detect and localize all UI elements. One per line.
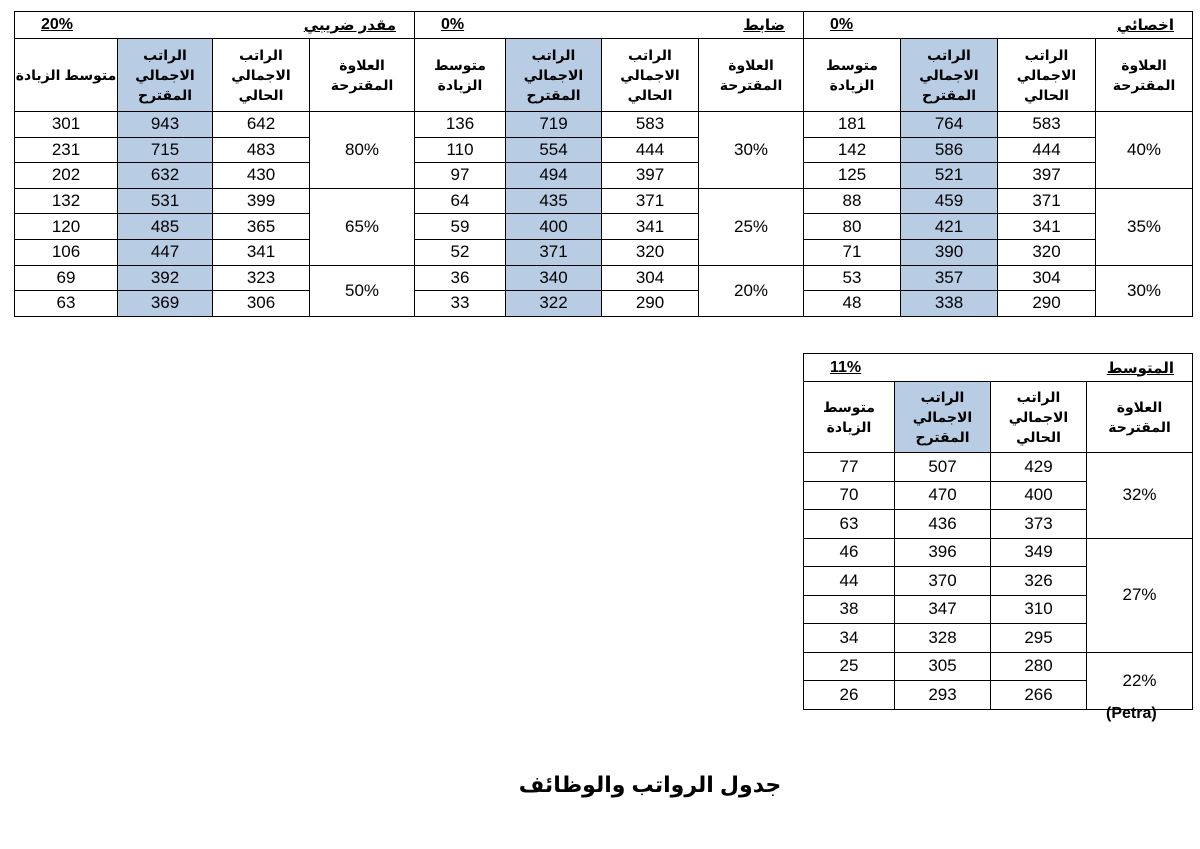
table-row: 132 531 399 65% bbox=[15, 188, 415, 214]
table-title-pct: 11% bbox=[830, 358, 862, 376]
table-row: 52 371 320 bbox=[415, 239, 804, 265]
table-row: 34 328 295 bbox=[804, 624, 1193, 653]
table-row: 77 507 429 32% bbox=[804, 453, 1193, 482]
table-row: 63 436 373 bbox=[804, 510, 1193, 539]
table-dabit bbox=[414, 11, 804, 317]
table-row: 59 400 341 bbox=[415, 214, 804, 240]
increase-cell: 25% bbox=[699, 188, 804, 265]
table-row: 70 470 400 bbox=[804, 481, 1193, 510]
table-title-pct: 0% bbox=[441, 16, 465, 33]
table-row: 181 764 583 40% bbox=[804, 112, 1193, 138]
page-caption: جدول الرواتب والوظائف bbox=[518, 772, 782, 797]
header-avg: متوسط الزيادة bbox=[415, 39, 506, 112]
table-title-pct: 0% bbox=[830, 16, 854, 33]
table-row: 202 632 430 bbox=[15, 163, 415, 189]
table-row: 46 396 349 27% bbox=[804, 538, 1193, 567]
increase-cell: 40% bbox=[1096, 112, 1193, 189]
header-proposed: الراتب الاجمالي المقترح bbox=[895, 382, 991, 453]
table-title-name: المتوسط bbox=[1106, 359, 1174, 377]
table-khasai bbox=[803, 11, 1193, 317]
increase-cell: 30% bbox=[1096, 265, 1193, 316]
table-row: 53 357 304 30% bbox=[804, 265, 1193, 291]
table-row: 44 370 326 bbox=[804, 567, 1193, 596]
table-row: 63 369 306 bbox=[15, 291, 415, 317]
table-row: 64 435 371 25% bbox=[415, 188, 804, 214]
table-title-pct: 20% bbox=[41, 16, 74, 33]
header-avg: متوسط الزيادة bbox=[15, 39, 118, 112]
header-increase: العلاوة المقترحة bbox=[1096, 39, 1193, 112]
header-increase: العلاوة المقترحة bbox=[699, 39, 804, 112]
increase-cell: 50% bbox=[310, 265, 415, 316]
table-row: 71 390 320 bbox=[804, 239, 1193, 265]
increase-cell: 22% bbox=[1087, 652, 1193, 709]
increase-cell: 30% bbox=[699, 112, 804, 189]
header-avg: متوسط الزيادة bbox=[804, 382, 895, 453]
table-row: 106 447 341 bbox=[15, 239, 415, 265]
table-row: 48 338 290 bbox=[804, 291, 1193, 317]
table-row: 125 521 397 bbox=[804, 163, 1193, 189]
table-row: 120 485 365 bbox=[15, 214, 415, 240]
header-proposed: الراتب الاجمالي المقترح bbox=[506, 39, 602, 112]
table-muqaddar bbox=[14, 11, 415, 317]
header-current: الراتب الاجمالي الحالي bbox=[602, 39, 699, 112]
table-row: 38 347 310 bbox=[804, 595, 1193, 624]
header-increase: العلاوة المقترحة bbox=[1087, 382, 1193, 453]
header-proposed: الراتب الاجمالي المقترح bbox=[901, 39, 998, 112]
table-row: 301 943 642 80% bbox=[15, 112, 415, 138]
header-increase: العلاوة المقترحة bbox=[310, 39, 415, 112]
table-row: 88 459 371 35% bbox=[804, 188, 1193, 214]
table-row: 69 392 323 50% bbox=[15, 265, 415, 291]
table-row: 142 586 444 bbox=[804, 137, 1193, 163]
header-avg: متوسط الزيادة bbox=[804, 39, 901, 112]
table-row: 80 421 341 bbox=[804, 214, 1193, 240]
increase-cell: 80% bbox=[310, 112, 415, 189]
table-row: 110 554 444 bbox=[415, 137, 804, 163]
table-row: 36 340 304 20% bbox=[415, 265, 804, 291]
increase-cell: 32% bbox=[1087, 453, 1193, 539]
source-label: (Petra) bbox=[1106, 705, 1157, 722]
table-title-name: ضابط bbox=[743, 17, 786, 34]
table-row: 25 305 280 22% bbox=[804, 652, 1193, 681]
header-current: الراتب الاجمالي الحالي bbox=[991, 382, 1087, 453]
header-current: الراتب الاجمالي الحالي bbox=[213, 39, 310, 112]
increase-cell: 27% bbox=[1087, 538, 1193, 652]
table-title-name: مقدر ضريبي bbox=[303, 17, 397, 34]
table-mutawassit bbox=[803, 353, 1193, 710]
header-current: الراتب الاجمالي الحالي bbox=[998, 39, 1096, 112]
table-title-name: اخصائي bbox=[1116, 17, 1174, 34]
header-proposed: الراتب الاجمالي المقترح bbox=[118, 39, 213, 112]
table-row: 26 293 266 bbox=[804, 681, 1193, 710]
table-row: 231 715 483 bbox=[15, 137, 415, 163]
increase-cell: 20% bbox=[699, 265, 804, 316]
table-row: 33 322 290 bbox=[415, 291, 804, 317]
table-row: 97 494 397 bbox=[415, 163, 804, 189]
increase-cell: 65% bbox=[310, 188, 415, 265]
table-row: 136 719 583 30% bbox=[415, 112, 804, 138]
increase-cell: 35% bbox=[1096, 188, 1193, 265]
